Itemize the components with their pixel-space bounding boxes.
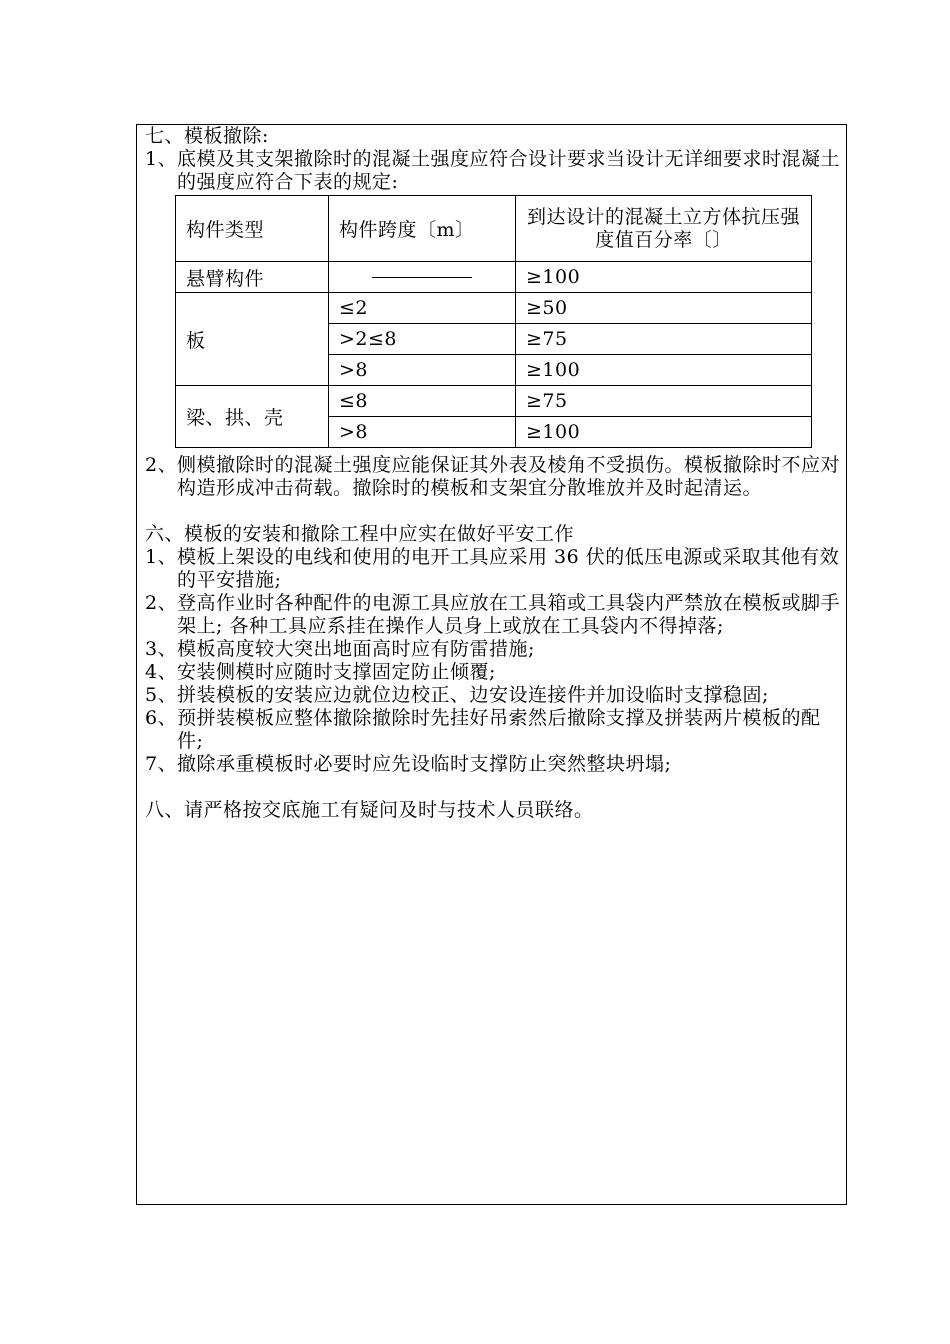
header-span: 构件跨度〔m〕 — [329, 196, 516, 262]
item-text: 底模及其支架撤除时的混凝土强度应符合设计要求当设计无详细要求时混凝土的强度应符合下表的规定: — [177, 148, 841, 193]
section7-item-1 — [145, 148, 840, 194]
cell-strength: ≥100 — [516, 417, 812, 448]
cell-strength: ≥75 — [516, 324, 812, 355]
item-number: 3、 — [145, 638, 178, 660]
blank-line — [145, 776, 840, 799]
item-number: 6、 — [145, 707, 178, 729]
item-text: 模板高度较大突出地面高时应有防雷措施; — [177, 638, 535, 660]
blank-line — [145, 500, 840, 523]
item-number: 2、 — [145, 592, 178, 614]
cell-span: >2≤8 — [329, 324, 516, 355]
cell-strength: ≥100 — [516, 355, 812, 386]
section7-item-2 — [145, 454, 840, 500]
section8-text: 八、请严格按交底施工有疑问及时与技术人员联络。 — [145, 799, 594, 821]
section6-item-2 — [145, 592, 840, 638]
table-header-row — [176, 196, 812, 262]
item-number: 1、 — [145, 148, 178, 170]
dash-line — [372, 277, 472, 279]
section6-item-5 — [145, 684, 840, 707]
item-number: 2、 — [145, 454, 178, 476]
document-frame — [136, 124, 847, 1205]
item-text: 安装侧模时应随时支撑固定防止倾覆; — [177, 661, 496, 683]
item-number: 5、 — [145, 684, 178, 706]
header-member-type: 构件类型 — [176, 196, 329, 262]
cell-span — [329, 262, 516, 293]
section6-item-3 — [145, 638, 840, 661]
item-text: 撤除承重模板时必要时应先设临时支撑防止突然整块坍塌; — [177, 753, 672, 775]
item-text: 登高作业时各种配件的电源工具应放在工具箱或工具袋内严禁放在模板或脚手架上; 各种工具应系挂在操作人员身上或放在工具袋内不得掉落; — [177, 592, 841, 637]
section6-item-7 — [145, 753, 840, 776]
item-text: 拼装模板的安装应边就位边校正、边安设连接件并加设临时支撑稳固; — [177, 684, 769, 706]
item-number: 7、 — [145, 753, 178, 775]
section6-item-1 — [145, 546, 840, 592]
cell-span: ≤2 — [329, 293, 516, 324]
table-row — [176, 262, 812, 293]
table-row — [176, 293, 812, 324]
section6-heading: 六、模板的安装和撤除工程中应实在做好平安工作 — [145, 523, 575, 545]
item-text: 模板上架设的电线和使用的电开工具应采用 36 伏的低压电源或采取其他有效的平安措施; — [177, 546, 840, 591]
section7-heading: 七、模板撤除: — [145, 125, 269, 147]
header-strength: 到达设计的混凝土立方体抗压强度值百分率〔〕 — [516, 196, 812, 262]
cell-type: 悬臂构件 — [176, 262, 329, 293]
item-text: 预拼装模板应整体撤除撤除时先挂好吊索然后撤除支撑及拼装两片模板的配件; — [177, 707, 821, 752]
item-number: 4、 — [145, 661, 178, 683]
strength-table — [175, 195, 812, 448]
item-text: 侧模撤除时的混凝土强度应能保证其外表及棱角不受损伤。模板撤除时不应对构造形成冲击荷载。撤除时的模板和支架宜分散堆放并及时起清运。 — [177, 454, 841, 499]
cell-span: ≤8 — [329, 386, 516, 417]
cell-type: 梁、拱、壳 — [176, 386, 329, 448]
cell-span: >8 — [329, 417, 516, 448]
item-number: 1、 — [145, 546, 178, 568]
table-row — [176, 386, 812, 417]
section6-item-4 — [145, 661, 840, 684]
cell-span: >8 — [329, 355, 516, 386]
section6-item-6 — [145, 707, 840, 753]
cell-type: 板 — [176, 293, 329, 386]
cell-strength: ≥50 — [516, 293, 812, 324]
cell-strength: ≥100 — [516, 262, 812, 293]
cell-strength: ≥75 — [516, 386, 812, 417]
